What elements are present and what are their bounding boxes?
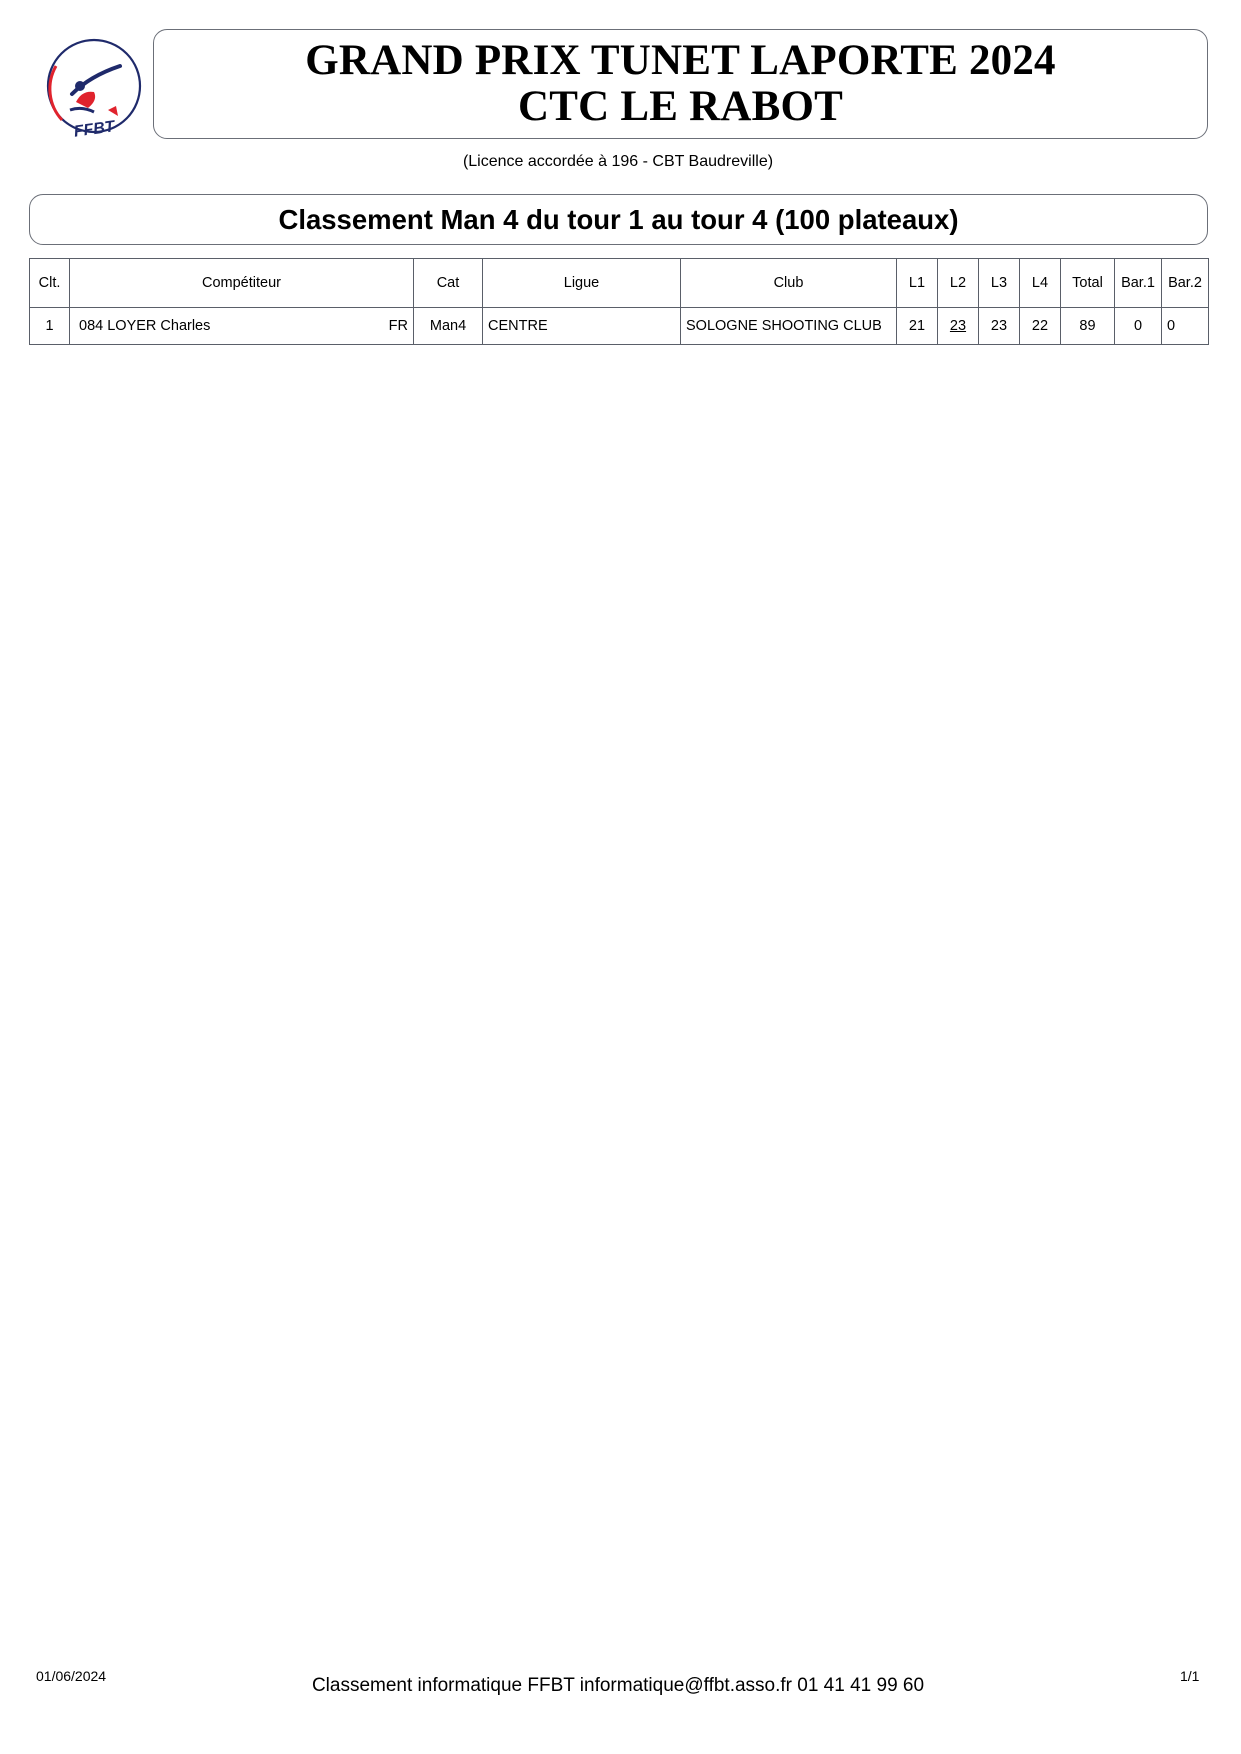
title-box xyxy=(153,29,1208,139)
cell-bar1: 0 xyxy=(1115,308,1162,345)
col-header-cat: Cat xyxy=(414,259,483,308)
table-row xyxy=(30,308,1209,345)
cell-cat: Man4 xyxy=(414,308,483,345)
col-header-ligue: Ligue xyxy=(483,259,681,308)
col-header-club: Club xyxy=(681,259,897,308)
footer-info: Classement informatique FFBT informatique@ffbt.asso.fr 01 41 41 99 60 xyxy=(311,1675,925,1696)
club-title: CTC LE RABOT xyxy=(518,83,843,130)
cell-total: 89 xyxy=(1061,308,1115,345)
col-header-clt: Clt. xyxy=(30,259,70,308)
col-header-l4: L4 xyxy=(1020,259,1061,308)
classification-title-text: Classement Man 4 du tour 1 au tour 4 (100 plateaux) xyxy=(278,203,959,235)
col-header-competiteur: Compétiteur xyxy=(70,259,414,308)
cell-club: SOLOGNE SHOOTING CLUB xyxy=(681,308,897,345)
ffbt-logo xyxy=(42,36,146,140)
event-title: GRAND PRIX TUNET LAPORTE 2024 xyxy=(305,37,1056,84)
cell-l4: 22 xyxy=(1020,308,1061,345)
table-header-row xyxy=(30,259,1209,308)
page-number: 1/1 xyxy=(1180,1668,1200,1684)
cell-competiteur xyxy=(70,308,414,345)
cell-clt: 1 xyxy=(30,308,70,345)
results-table xyxy=(29,258,1209,345)
cell-l2-value: 23 xyxy=(949,318,967,334)
col-header-total: Total xyxy=(1061,259,1115,308)
col-header-bar2: Bar.2 xyxy=(1162,259,1209,308)
cell-l1: 21 xyxy=(897,308,938,345)
footer-date: 01/06/2024 xyxy=(36,1668,107,1684)
competitor-nation: FR xyxy=(388,318,408,334)
col-header-bar1: Bar.1 xyxy=(1115,259,1162,308)
cell-l2 xyxy=(938,308,979,345)
licence-note: (Licence accordée à 196 - CBT Baudreville) xyxy=(462,153,774,170)
cell-bar2: 0 xyxy=(1162,308,1209,345)
competitor-name: 084 LOYER Charles xyxy=(79,318,211,334)
svg-text:FFBT: FFBT xyxy=(72,118,116,140)
col-header-l1: L1 xyxy=(897,259,938,308)
cell-l3: 23 xyxy=(979,308,1020,345)
classification-title xyxy=(29,194,1208,245)
col-header-l2: L2 xyxy=(938,259,979,308)
cell-ligue: CENTRE xyxy=(483,308,681,345)
col-header-l3: L3 xyxy=(979,259,1020,308)
